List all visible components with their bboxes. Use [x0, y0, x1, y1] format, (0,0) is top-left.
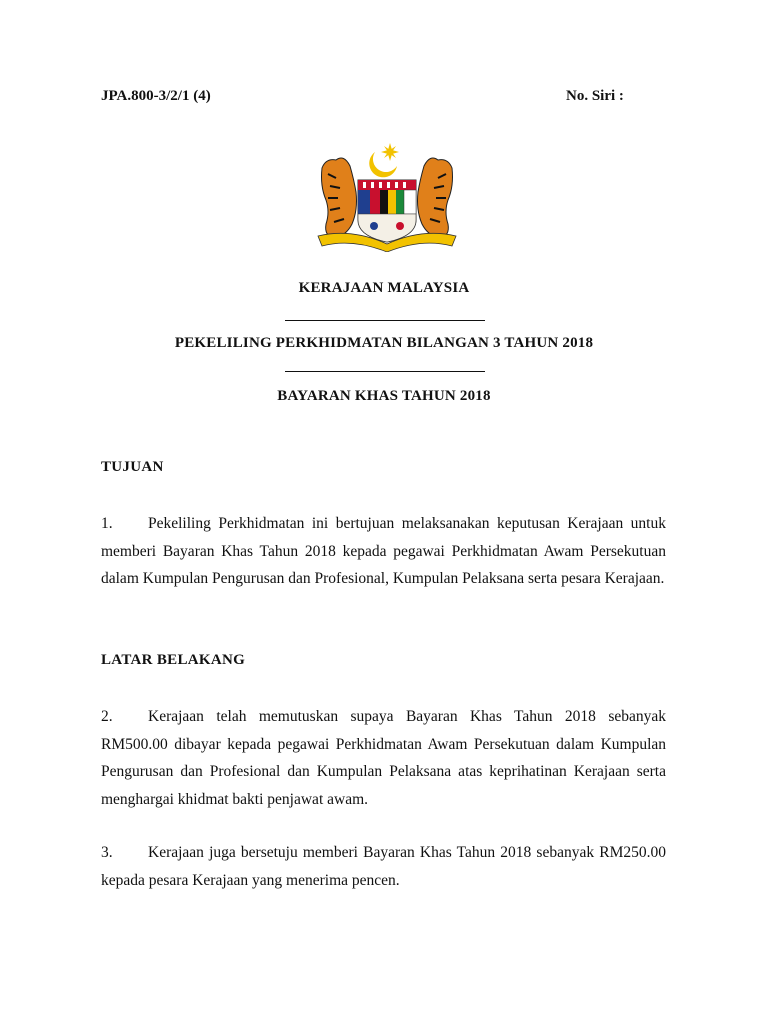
- paragraph-number: 2.: [101, 708, 113, 725]
- paragraph-number: 3.: [101, 844, 113, 861]
- reference-number: JPA.800-3/2/1 (4): [101, 88, 211, 104]
- title-rule-top: [285, 320, 485, 321]
- circular-title: PEKELILING PERKHIDMATAN BILANGAN 3 TAHUN 2018: [174, 335, 594, 351]
- section-heading-latar-belakang: LATAR BELAKANG: [101, 652, 246, 668]
- paragraph-text: Kerajaan telah memutuskan supaya Bayaran Khas Tahun 2018 sebanyak RM500.00 dibayar kepada pegawai Perkhidmatan Awam Persekutuan dalam Kumpulan Pengurusan dan Profesional dan Kumpulan Pelaksana atas keprihatinan Kerajaan serta menghargai khidmat bakti penjawat awam.: [101, 708, 666, 808]
- paragraph-2: [101, 703, 666, 813]
- paragraph-number: 1.: [101, 515, 113, 532]
- section-heading-tujuan: TUJUAN: [101, 459, 164, 475]
- serial-number-label: No. Siri :: [566, 88, 624, 104]
- paragraph-3: [101, 839, 666, 894]
- government-title: KERAJAAN MALAYSIA: [298, 280, 470, 296]
- paragraph-1: [101, 510, 666, 593]
- title-rule-bottom: [285, 371, 485, 372]
- subject-title: BAYARAN KHAS TAHUN 2018: [277, 388, 491, 404]
- paragraph-text: Kerajaan juga bersetuju memberi Bayaran Khas Tahun 2018 sebanyak RM250.00 kepada pesara Kerajaan yang menerima pencen.: [101, 844, 666, 889]
- paragraph-text: Pekeliling Perkhidmatan ini bertujuan melaksanakan keputusan Kerajaan untuk memberi Bayaran Khas Tahun 2018 kepada pegawai Perkhidmatan Awam Persekutuan dalam Kumpulan Pengurusan dan Profesional, Kumpulan Pelaksana serta pesara Kerajaan.: [101, 515, 666, 587]
- coat-of-arms-emblem: [312, 140, 462, 252]
